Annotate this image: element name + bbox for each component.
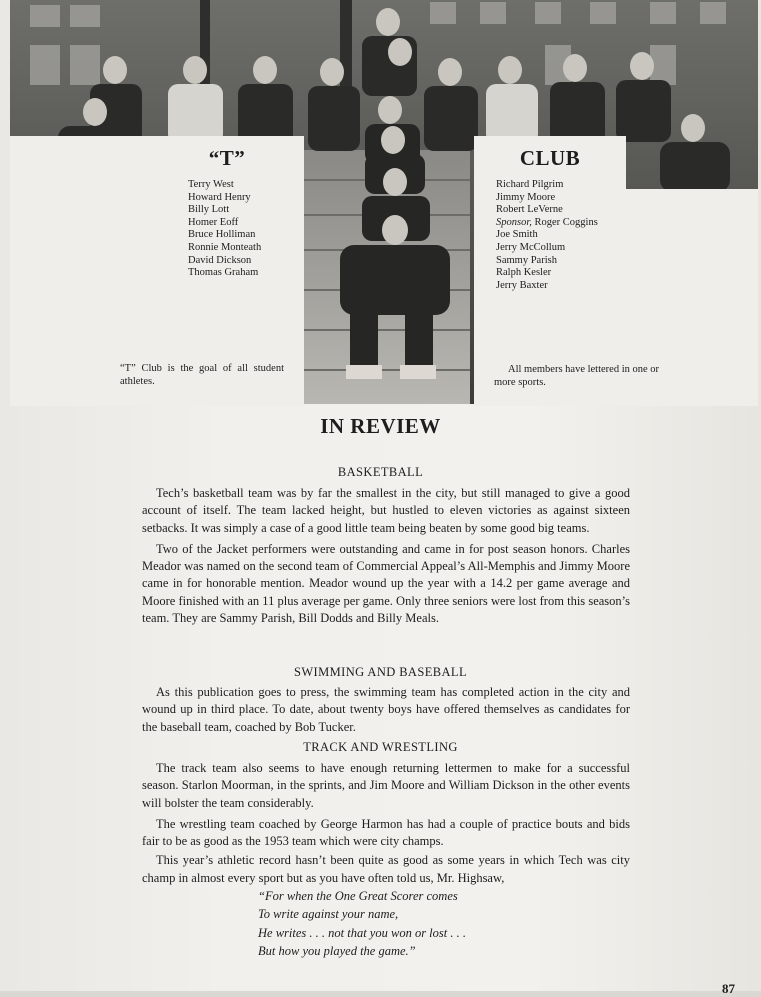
member-name: Thomas Graham: [188, 267, 259, 279]
right-box-member-list: [496, 179, 598, 292]
sponsor-line: [496, 217, 598, 230]
poem-line: But how you played the game.”: [258, 944, 416, 959]
track-paragraph-3: This year’s athletic record hasn’t been quite as good as some years in which Tech was city champ in almost every sport but as you have often told us, Mr. Highsaw,: [142, 853, 630, 885]
member-name: Richard Pilgrim: [496, 179, 564, 190]
swimming-heading: SWIMMING AND BASEBALL: [294, 665, 467, 679]
closing-poem: [258, 887, 466, 961]
member-name: Terry West: [188, 179, 234, 190]
review-heading: IN REVIEW: [320, 414, 441, 438]
member-name: Howard Henry: [188, 191, 251, 203]
right-box-title: CLUB: [519, 146, 581, 170]
swimming-section: [142, 684, 630, 736]
track-paragraph-2: The wrestling team coached by George Harmon has had a couple of practice bouts and bids fair to be as good as the 1953 team which were city champs.: [142, 816, 630, 849]
left-box-member-list: [188, 179, 261, 280]
member-name: Robert LeVerne: [496, 204, 563, 216]
basketball-paragraph-2: Two of the Jacket performers were outstanding and came in for post season honors. Charles Meador was named on the second team of Commercial Appeal’s All-Memphis and Jimmy Moore came in for honorable mention. Meador wound up the year with a 14.2 per game average and Moore finished with an 11 plus average per game. Only three seniors were lost from this season’s team. They are Sammy Parish, Bill Dodds and Billy Meals.: [142, 541, 630, 626]
member-name: Sammy Parish: [496, 254, 557, 266]
member-name: Bruce Holliman: [188, 229, 256, 241]
member-name: Jimmy Moore: [496, 191, 556, 203]
basketball-paragraph-1: Tech’s basketball team was by far the smallest in the city, but still managed to give a good account of itself. The team lacked height, but hustled to eleven victories as against sixteen setbacks. It was simply a case of a good little team being beaten by some good big teams.: [142, 486, 630, 535]
member-name: Joe Smith: [496, 229, 538, 241]
member-name: Ronnie Monteath: [188, 241, 262, 253]
poem-line: “For when the One Great Scorer comes: [258, 889, 458, 903]
left-box-caption: “T” Club is the goal of all student athletes.: [120, 363, 284, 387]
member-name: Billy Lott: [188, 204, 230, 216]
member-name: Jerry McCollum: [496, 241, 566, 253]
track-heading: TRACK AND WRESTLING: [303, 740, 458, 754]
sponsor-label: Sponsor,: [496, 216, 532, 228]
track-paragraph-1: The track team also seems to have enough returning lettermen to make for a successful season. Starlon Moorman, in the sprints, and Jim Moore and William Dickson in the other events will bolster the team considerably.: [142, 761, 630, 810]
poem-line: He writes . . . not that you won or lost . . .: [258, 925, 466, 940]
left-box-title: “T”: [208, 146, 246, 170]
right-box-caption: All members have lettered in one or more sports.: [494, 364, 660, 388]
sponsor-name: Roger Coggins: [531, 216, 598, 228]
poem-line: To write against your name,: [258, 907, 399, 922]
page-number: 87: [722, 981, 735, 996]
member-name: Jerry Baxter: [496, 279, 548, 291]
swimming-paragraph: As this publication goes to press, the swimming team has completed action in the city and wound up in third place. To date, about twenty boys have offered themselves as candidates for the baseball team, coached by Bob Tucker.: [142, 685, 630, 734]
member-name: David Dickson: [188, 254, 252, 266]
basketball-heading: BASKETBALL: [337, 465, 424, 479]
basketball-section: [142, 485, 630, 627]
member-name: Homer Eoff: [188, 216, 239, 228]
member-name: Ralph Kesler: [496, 267, 552, 279]
track-section: [142, 760, 630, 887]
